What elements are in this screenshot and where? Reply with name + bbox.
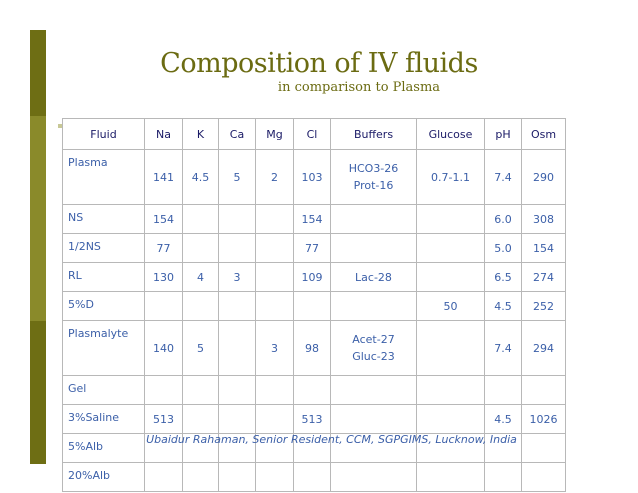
table-cell: 3	[256, 321, 294, 376]
table-cell	[294, 376, 331, 405]
table-cell: 154	[145, 205, 183, 234]
table-cell: 5	[219, 150, 256, 205]
table-cell	[183, 405, 219, 434]
table-cell	[219, 292, 256, 321]
table-cell: 513	[294, 405, 331, 434]
header-k: K	[183, 119, 219, 150]
table-cell: 154	[294, 205, 331, 234]
table-cell	[331, 405, 417, 434]
table-cell	[417, 376, 485, 405]
header-na: Na	[145, 119, 183, 150]
decorative-bar-middle	[30, 116, 46, 321]
table-cell: 7.4	[485, 321, 522, 376]
table-cell: 103	[294, 150, 331, 205]
header-glucose: Glucose	[417, 119, 485, 150]
table-cell: 0.7-1.1	[417, 150, 485, 205]
header-ca: Ca	[219, 119, 256, 150]
fluid-name-cell: Plasma	[63, 150, 145, 205]
table-cell	[183, 376, 219, 405]
table-cell	[331, 205, 417, 234]
table-cell	[256, 263, 294, 292]
table-row	[63, 376, 566, 405]
table-cell	[294, 463, 331, 492]
header-fluid: Fluid	[63, 119, 145, 150]
header-osm: Osm	[522, 119, 566, 150]
table-cell	[145, 292, 183, 321]
table-cell	[183, 205, 219, 234]
table-cell	[485, 376, 522, 405]
table-cell: 154	[522, 234, 566, 263]
table-cell	[331, 292, 417, 321]
table-cell: HCO3-26 Prot-16	[331, 150, 417, 205]
table-cell	[219, 376, 256, 405]
table-cell: 5	[183, 321, 219, 376]
table-cell: 294	[522, 321, 566, 376]
table-cell: 5.0	[485, 234, 522, 263]
table-row	[63, 234, 566, 263]
fluid-name-cell: Plasmalyte	[63, 321, 145, 376]
table-cell: 50	[417, 292, 485, 321]
table-row	[63, 405, 566, 434]
table-cell	[256, 292, 294, 321]
table-cell: 98	[294, 321, 331, 376]
table-cell: 140	[145, 321, 183, 376]
table-cell: 77	[294, 234, 331, 263]
table-cell	[145, 463, 183, 492]
table-cell	[219, 205, 256, 234]
table-cell	[256, 463, 294, 492]
table-cell: 252	[522, 292, 566, 321]
table-cell	[256, 205, 294, 234]
table-cell: 4.5	[485, 405, 522, 434]
table-cell	[417, 405, 485, 434]
table-cell	[294, 292, 331, 321]
table-cell	[183, 292, 219, 321]
table-cell: 274	[522, 263, 566, 292]
table-row	[63, 205, 566, 234]
slide-title: Composition of IV fluids	[160, 48, 478, 79]
slide-subtitle: in comparison to Plasma	[277, 80, 441, 95]
table-cell	[219, 234, 256, 263]
table-cell	[417, 263, 485, 292]
table-cell: Acet-27 Gluc-23	[331, 321, 417, 376]
fluid-name-cell: NS	[63, 205, 145, 234]
header-cl: Cl	[294, 119, 331, 150]
table-cell	[522, 463, 566, 492]
table-cell: 1026	[522, 405, 566, 434]
author-credit: Ubaidur Rahaman, Senior Resident, CCM, SGPGIMS, Lucknow, India	[146, 433, 517, 446]
table-cell	[183, 234, 219, 263]
table-cell	[145, 376, 183, 405]
table-cell	[219, 405, 256, 434]
table-cell: 4	[183, 263, 219, 292]
table-cell: 6.0	[485, 205, 522, 234]
table-cell	[522, 376, 566, 405]
fluid-name-cell: 5%D	[63, 292, 145, 321]
table-cell: 4.5	[183, 150, 219, 205]
table-cell	[219, 321, 256, 376]
table-row	[63, 463, 566, 492]
table-cell	[183, 463, 219, 492]
table-cell: 141	[145, 150, 183, 205]
fluid-name-cell: Gel	[63, 376, 145, 405]
fluid-name-cell: 3%Saline	[63, 405, 145, 434]
table-cell: 3	[219, 263, 256, 292]
table-cell: 2	[256, 150, 294, 205]
table-cell: 308	[522, 205, 566, 234]
table-cell: 77	[145, 234, 183, 263]
table-row	[63, 150, 566, 205]
fluid-name-cell: 1/2NS	[63, 234, 145, 263]
fluid-name-cell: RL	[63, 263, 145, 292]
table-cell	[219, 463, 256, 492]
table-cell	[256, 376, 294, 405]
table-cell: 4.5	[485, 292, 522, 321]
fluid-name-cell: 5%Alb	[63, 434, 145, 463]
header-mg: Mg	[256, 119, 294, 150]
table-cell: 6.5	[485, 263, 522, 292]
table-cell: 7.4	[485, 150, 522, 205]
table-cell	[256, 234, 294, 263]
table-cell: 109	[294, 263, 331, 292]
table-cell	[331, 234, 417, 263]
table-cell	[417, 321, 485, 376]
table-cell	[417, 205, 485, 234]
table-row	[63, 321, 566, 376]
table-cell	[485, 463, 522, 492]
table-cell: 290	[522, 150, 566, 205]
table-cell: Lac-28	[331, 263, 417, 292]
table-cell	[417, 234, 485, 263]
fluid-name-cell: 20%Alb	[63, 463, 145, 492]
table-row	[63, 292, 566, 321]
table-cell	[417, 463, 485, 492]
table-cell	[331, 463, 417, 492]
header-ph: pH	[485, 119, 522, 150]
table-row	[63, 263, 566, 292]
table-cell: 513	[145, 405, 183, 434]
table-cell	[331, 376, 417, 405]
table-header-row	[63, 119, 566, 150]
header-buffers: Buffers	[331, 119, 417, 150]
table-cell	[256, 405, 294, 434]
table-cell: 130	[145, 263, 183, 292]
